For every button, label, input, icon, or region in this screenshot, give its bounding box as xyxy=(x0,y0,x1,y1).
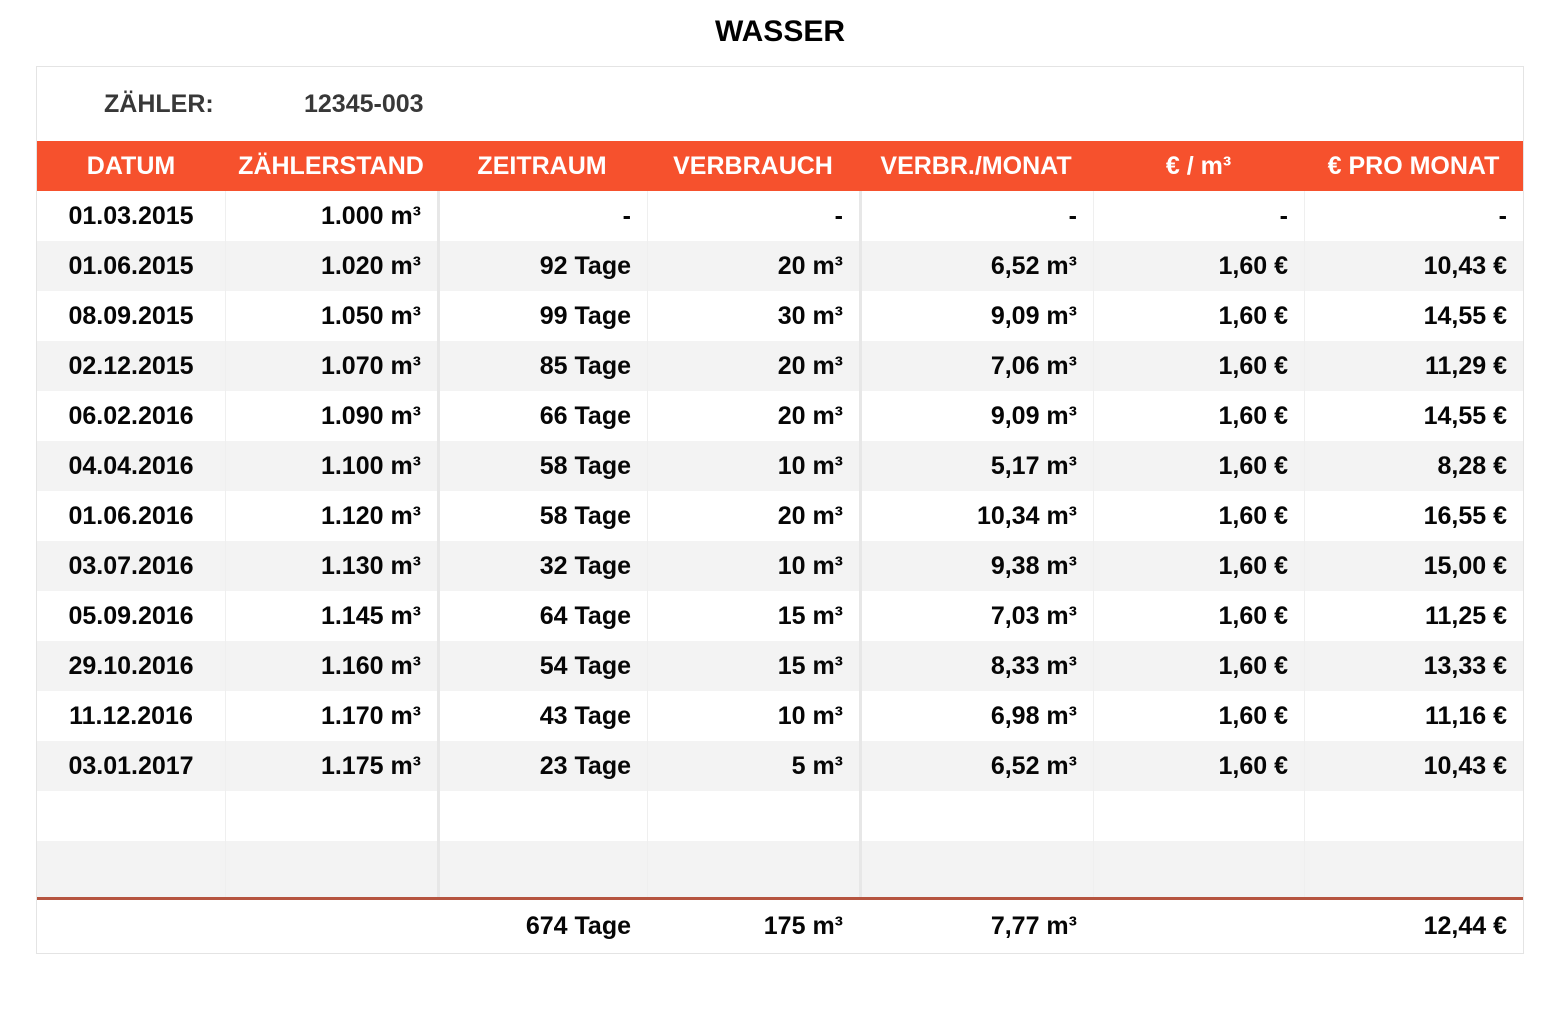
table-cell-10-2: 43 Tage xyxy=(437,691,647,741)
table-cell-11-6: 10,43 € xyxy=(1304,741,1523,791)
table-cell-8-2: 64 Tage xyxy=(437,591,647,641)
header-cell-0: DATUM xyxy=(86,152,176,180)
table-cell-6-3: 20 m³ xyxy=(647,491,859,541)
table-cell-5-2: 58 Tage xyxy=(437,441,647,491)
table-cell-3-0: 02.12.2015 xyxy=(68,352,194,380)
table-row-5 xyxy=(37,441,1523,491)
table-cell-7-0: 03.07.2016 xyxy=(68,552,194,580)
table-cell-9-4: 8,33 m³ xyxy=(859,641,1093,691)
summary-cell-1 xyxy=(225,900,437,953)
table-cell-0-5: - xyxy=(1093,191,1304,241)
empty-row-1 xyxy=(37,841,1523,897)
empty-cell-0-3 xyxy=(647,791,859,841)
table-cell-7-6: 15,00 € xyxy=(1304,541,1523,591)
table-cell-6-0: 01.06.2016 xyxy=(68,502,194,530)
table-cell-10-3: 10 m³ xyxy=(647,691,859,741)
empty-cell-1-1 xyxy=(225,841,437,897)
empty-cell-1-6 xyxy=(1304,841,1523,897)
header-cell-3: VERBRAUCH xyxy=(673,152,833,180)
table-header-row xyxy=(37,141,1523,191)
header-cell-2: ZEITRAUM xyxy=(477,152,607,180)
header-cell-5: € / m³ xyxy=(1165,152,1232,180)
table-cell-4-1: 1.090 m³ xyxy=(225,391,437,441)
table-cell-8-0: 05.09.2016 xyxy=(68,602,194,630)
summary-cell-3: 175 m³ xyxy=(763,912,843,940)
table-cell-7-5: 1,60 € xyxy=(1093,541,1304,591)
table-cell-4-6: 14,55 € xyxy=(1304,391,1523,441)
empty-cell-1-0 xyxy=(37,841,225,897)
table-cell-8-4: 7,03 m³ xyxy=(859,591,1093,641)
table-cell-4-0: 06.02.2016 xyxy=(68,402,194,430)
table-cell-11-4: 6,52 m³ xyxy=(859,741,1093,791)
table-cell-2-0: 08.09.2015 xyxy=(68,302,194,330)
table-cell-4-5: 1,60 € xyxy=(1093,391,1304,441)
table-row-4 xyxy=(37,391,1523,441)
table-cell-11-1: 1.175 m³ xyxy=(225,741,437,791)
table-cell-1-4: 6,52 m³ xyxy=(859,241,1093,291)
empty-cell-1-5 xyxy=(1093,841,1304,897)
table-cell-4-2: 66 Tage xyxy=(437,391,647,441)
table-cell-9-2: 54 Tage xyxy=(437,641,647,691)
table-row-10 xyxy=(37,691,1523,741)
table-cell-5-1: 1.100 m³ xyxy=(225,441,437,491)
table-cell-8-3: 15 m³ xyxy=(647,591,859,641)
header-cell-1: ZÄHLERSTAND xyxy=(238,152,424,180)
table-cell-1-0: 01.06.2015 xyxy=(68,252,194,280)
table-cell-0-1: 1.000 m³ xyxy=(225,191,437,241)
empty-cell-0-0 xyxy=(37,791,225,841)
meter-label: ZÄHLER: xyxy=(104,89,214,118)
meter-row xyxy=(37,67,1523,141)
empty-cell-0-4 xyxy=(859,791,1093,841)
summary-cell-4: 7,77 m³ xyxy=(990,912,1077,940)
summary-cell-6: 12,44 € xyxy=(1423,912,1507,940)
table-cell-3-1: 1.070 m³ xyxy=(225,341,437,391)
empty-cell-0-1 xyxy=(225,791,437,841)
table-row-8 xyxy=(37,591,1523,641)
table-cell-5-6: 8,28 € xyxy=(1304,441,1523,491)
summary-cell-5 xyxy=(1093,900,1304,953)
table-cell-9-5: 1,60 € xyxy=(1093,641,1304,691)
empty-cell-0-2 xyxy=(437,791,647,841)
table-cell-0-4: - xyxy=(859,191,1093,241)
table-cell-3-5: 1,60 € xyxy=(1093,341,1304,391)
table-cell-6-5: 1,60 € xyxy=(1093,491,1304,541)
page-title: WASSER xyxy=(714,15,846,48)
table-cell-4-4: 9,09 m³ xyxy=(859,391,1093,441)
table-cell-2-1: 1.050 m³ xyxy=(225,291,437,341)
table-body xyxy=(37,191,1523,897)
meter-number: 12345-003 xyxy=(304,89,424,118)
table-cell-0-3: - xyxy=(647,191,859,241)
table-row-1 xyxy=(37,241,1523,291)
table-cell-7-1: 1.130 m³ xyxy=(225,541,437,591)
table-cell-8-6: 11,25 € xyxy=(1304,591,1523,641)
table-cell-1-5: 1,60 € xyxy=(1093,241,1304,291)
table-summary-row xyxy=(37,900,1523,953)
table-cell-1-6: 10,43 € xyxy=(1304,241,1523,291)
empty-cell-1-2 xyxy=(437,841,647,897)
table-cell-11-5: 1,60 € xyxy=(1093,741,1304,791)
table-cell-4-3: 20 m³ xyxy=(647,391,859,441)
table-cell-10-0: 11.12.2016 xyxy=(69,702,193,730)
table-cell-11-2: 23 Tage xyxy=(437,741,647,791)
table-cell-11-0: 03.01.2017 xyxy=(68,752,194,780)
table-cell-8-1: 1.145 m³ xyxy=(225,591,437,641)
table-row-0 xyxy=(37,191,1523,241)
empty-cell-0-6 xyxy=(1304,791,1523,841)
table-cell-5-4: 5,17 m³ xyxy=(859,441,1093,491)
table-cell-1-1: 1.020 m³ xyxy=(225,241,437,291)
table-row-3 xyxy=(37,341,1523,391)
table-cell-2-4: 9,09 m³ xyxy=(859,291,1093,341)
table-row-9 xyxy=(37,641,1523,691)
empty-row-0 xyxy=(37,791,1523,841)
table-cell-3-2: 85 Tage xyxy=(437,341,647,391)
table-cell-2-2: 99 Tage xyxy=(437,291,647,341)
table-row-2 xyxy=(37,291,1523,341)
water-meter-table xyxy=(36,66,1524,954)
table-cell-9-3: 15 m³ xyxy=(647,641,859,691)
table-cell-10-4: 6,98 m³ xyxy=(859,691,1093,741)
table-cell-10-5: 1,60 € xyxy=(1093,691,1304,741)
table-cell-2-3: 30 m³ xyxy=(647,291,859,341)
summary-cell-2: 674 Tage xyxy=(525,912,631,940)
empty-cell-0-5 xyxy=(1093,791,1304,841)
empty-cell-1-4 xyxy=(859,841,1093,897)
table-cell-3-3: 20 m³ xyxy=(647,341,859,391)
header-cell-4: VERBR./MONAT xyxy=(880,152,1072,180)
table-cell-2-5: 1,60 € xyxy=(1093,291,1304,341)
table-row-7 xyxy=(37,541,1523,591)
table-cell-10-6: 11,16 € xyxy=(1304,691,1523,741)
table-cell-7-3: 10 m³ xyxy=(647,541,859,591)
table-cell-9-0: 29.10.2016 xyxy=(68,652,194,680)
table-cell-11-3: 5 m³ xyxy=(647,741,859,791)
table-cell-6-6: 16,55 € xyxy=(1304,491,1523,541)
table-cell-7-2: 32 Tage xyxy=(437,541,647,591)
table-cell-2-6: 14,55 € xyxy=(1304,291,1523,341)
table-cell-9-1: 1.160 m³ xyxy=(225,641,437,691)
table-cell-5-5: 1,60 € xyxy=(1093,441,1304,491)
table-cell-6-4: 10,34 m³ xyxy=(859,491,1093,541)
table-cell-0-0: 01.03.2015 xyxy=(68,202,194,230)
table-cell-10-1: 1.170 m³ xyxy=(225,691,437,741)
table-cell-7-4: 9,38 m³ xyxy=(859,541,1093,591)
table-cell-0-2: - xyxy=(437,191,647,241)
table-row-11 xyxy=(37,741,1523,791)
table-cell-5-0: 04.04.2016 xyxy=(68,452,194,480)
table-cell-5-3: 10 m³ xyxy=(647,441,859,491)
table-cell-6-1: 1.120 m³ xyxy=(225,491,437,541)
summary-cell-0 xyxy=(37,900,225,953)
table-cell-1-3: 20 m³ xyxy=(647,241,859,291)
table-cell-1-2: 92 Tage xyxy=(437,241,647,291)
table-cell-0-6: - xyxy=(1304,191,1523,241)
table-cell-9-6: 13,33 € xyxy=(1304,641,1523,691)
table-cell-8-5: 1,60 € xyxy=(1093,591,1304,641)
table-cell-3-4: 7,06 m³ xyxy=(859,341,1093,391)
table-row-6 xyxy=(37,491,1523,541)
table-cell-6-2: 58 Tage xyxy=(437,491,647,541)
table-cell-3-6: 11,29 € xyxy=(1304,341,1523,391)
empty-cell-1-3 xyxy=(647,841,859,897)
header-cell-6: € PRO MONAT xyxy=(1327,152,1500,180)
